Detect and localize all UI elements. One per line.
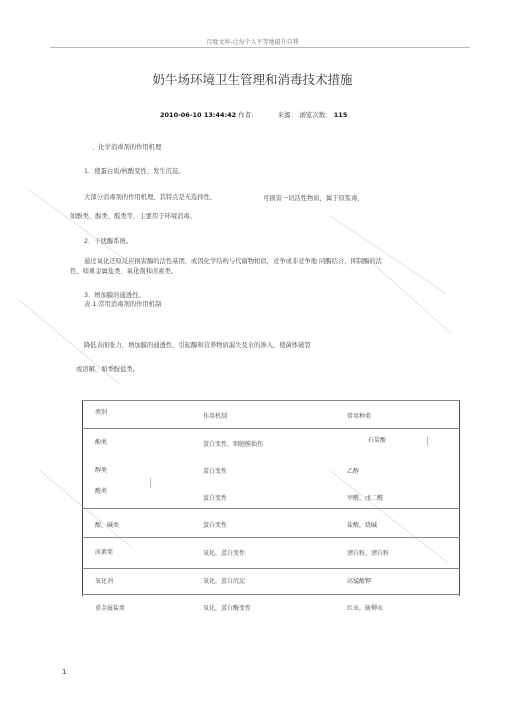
table-cell: 红汞，硫柳汞 — [347, 605, 384, 612]
table-cell: 醇类 — [95, 467, 108, 474]
table-row-divider — [82, 508, 460, 509]
table-cell: 酸，碱类 — [95, 522, 120, 529]
page-header: 百度文库-让每个人平等地提升自我 — [206, 39, 299, 46]
item-3-text-1: 降低表面张力，增加膜的通透性，引起酶和营养物质漏失及水的渗入，使菌体破裂 — [84, 342, 311, 349]
table-row-divider — [82, 594, 460, 595]
table-header-category: 类别 — [95, 409, 108, 416]
item-1-text-2: 如酚类、醇类、醛类等，主要用于环境消毒。 — [70, 213, 196, 220]
item-1-text-a: 大部分消毒剂的作用机理，其特点是无选择性， — [84, 194, 217, 201]
table-cell: 石炭酸 — [368, 437, 387, 444]
table-top-border — [82, 400, 460, 401]
views-label: 浏览次数： — [299, 111, 332, 119]
table-right-border — [459, 400, 460, 596]
document-title: 奶牛场环境卫生管理和消毒技术措施 — [152, 72, 353, 87]
table-cell: 酚类 — [95, 439, 108, 446]
table-cell: 氧化剂 — [95, 578, 114, 585]
page-number: 1 — [62, 668, 67, 676]
table-row-divider — [82, 428, 460, 429]
table-tick — [150, 478, 151, 488]
item-1-heading: 1．使蛋白质/核酸变性、发生沉淀。 — [84, 168, 185, 175]
table-cell: 漂白粉，漂白粉 — [347, 550, 390, 557]
item-2-text-1: 通过氧化还原反应损害酶的活性基团，或因化学结构与代谢物相似，竞争或非竞争地 同酶结合，抑制酶的活 — [84, 258, 382, 265]
table-header-mechanism: 作用机制 — [203, 413, 228, 420]
item-2-text-2: 性，如重金属盐类、氧化剂和卤素类。 — [70, 268, 178, 275]
item-2-heading: 2．干扰酶系统。 — [84, 238, 133, 245]
table-cell: 蛋白变性 — [203, 522, 228, 529]
section-heading: 、化学消毒剂的作用机理 — [92, 144, 162, 151]
table-cell: 蛋白变性 — [203, 495, 228, 502]
table-row-divider — [82, 568, 460, 569]
table-cell: 乙醇 — [347, 468, 360, 475]
table-tick — [427, 436, 428, 446]
decorative-line — [329, 215, 446, 294]
table-cell: 醛类 — [95, 488, 108, 495]
table-cell: 氧化，蛋白沉淀 — [203, 578, 246, 585]
author-label: 作者: — [238, 111, 254, 119]
source-label: 来源： — [277, 111, 298, 119]
item-3-text-2: 或溶解，如季胺盐类。 — [76, 366, 139, 373]
table-cell: 盐酸，烧碱 — [347, 522, 378, 529]
table-cell: 甲醛，戊二醛 — [347, 495, 384, 502]
publish-datetime: 2010-06-10 13:44:42 — [160, 111, 237, 119]
table-cell: 重金属盐类 — [95, 605, 126, 612]
table-cell: 卤素类 — [95, 549, 114, 556]
article-meta — [160, 110, 347, 119]
table-cell: 高锰酸钾 — [347, 578, 372, 585]
table-cell: 氧化，蛋白酶变性 — [203, 605, 252, 612]
table-cell: 蛋白变性、细胞膜损伤 — [203, 441, 264, 448]
item-1-text-b: 可损害一切活性物质，属于原浆毒， — [263, 195, 364, 202]
table-caption: 表 1.常用消毒剂的作用机制 — [84, 301, 162, 308]
table-row-divider — [82, 537, 460, 538]
table-cell: 氧化，蛋白变性 — [203, 550, 246, 557]
table-left-border — [82, 400, 83, 596]
item-3-heading: 3．增加膜的通透性。 — [84, 292, 145, 299]
header-rule — [50, 47, 470, 48]
table-header-types: 常用种类 — [347, 413, 372, 420]
table-cell: 蛋白变性 — [203, 468, 228, 475]
views-count: 115 — [333, 111, 348, 119]
